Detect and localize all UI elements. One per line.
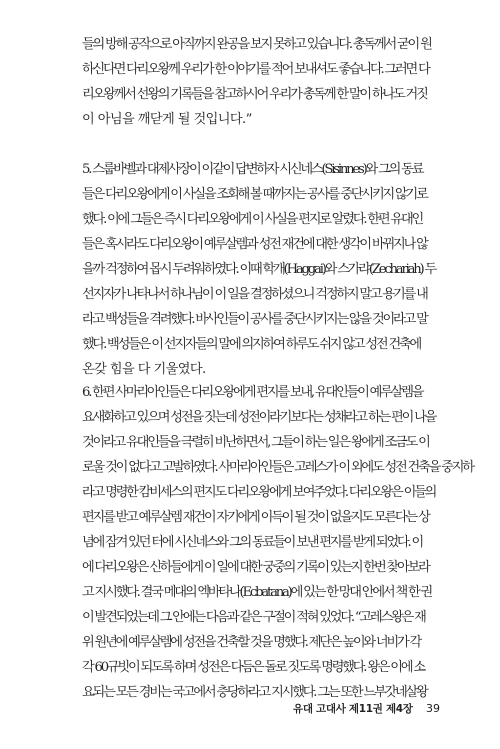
text-line: 라고 명령한 캄비세스의 편지도 다리오왕에게 보여주었다. 다리오왕은 이들의	[82, 485, 436, 500]
text-line: 요새화하고 있으며 성전을 짓는데 성전이라기보다는 성채라고 하는 편이 나을	[82, 410, 436, 425]
text-line: 위 원년에 예루살렘에 성전을 건축할 것을 명했다. 제단은 높이와 너비가 각	[82, 635, 421, 650]
text-line: 온갖 힘을 다 기울였다.	[82, 362, 206, 377]
text-line: 편지를 받고 예루살렘 재건이 자기에게 이득이 될 것이 없을지도 모른다는 상	[82, 510, 429, 525]
footer-volume: 제11권	[348, 703, 383, 715]
page-number: 39	[426, 702, 440, 715]
footer-chapter: 제4장	[385, 703, 413, 715]
footer-book-title: 유대 고대사	[292, 703, 346, 715]
text-line: 했다. 백성들은 이 선지자들의 말에 의지하여 하루도 쉬지 않고 성전 건축에	[82, 337, 421, 352]
text-line: 했다. 이에 그들은 즉시 다리오왕에게 이 사실을 편지로 알렸다. 한편 유대인	[82, 212, 423, 227]
page-footer	[293, 701, 440, 716]
text-line: 에 다리오왕은 신하들에게 이 일에 대한 궁중의 기록이 있는지 한번 찾아보라	[82, 560, 429, 575]
text-line: 들은 혹시라도 다리오왕이 예루살렘과 성전 재건에 대한 생각이 바뀌지나 않	[82, 237, 427, 252]
text-line: 로울 것이 없다고 고발하였다. 사마리아인들은 고레스가 이 외에도 성전 건축을 중지하	[82, 460, 473, 475]
text-line: 이 아님을 깨닫게 될 것입니다.”	[82, 112, 252, 127]
text-line: 리오왕께서 선왕의 기록들을 참고하시어 우리가 총독께 한 말이 하나도 거짓	[82, 87, 427, 102]
text-line: 5. 스룹바벨과 대제사장이 이같이 답변하자 시신네스(Sisinnes)와 그의 동료	[82, 162, 423, 177]
paragraph	[82, 380, 473, 705]
text-line: 고 지시했다. 결국 메대의 엑바타나(Ecbatana)에 있는 한 망대 안에서 책 한 권	[82, 585, 432, 600]
text-line: 들의 방해 공작으로 아직까지 완공을 보지 못하고 있습니다. 총독께서 굳이 원	[82, 37, 431, 52]
text-line: 각 60규빗이 되도록 하며 성전은 다듬은 돌로 짓도록 명령했다. 왕은 이에 소	[82, 660, 424, 675]
paragraph	[82, 157, 436, 382]
text-line: 이 발견되었는데 그 안에는 다음과 같은 구절이 적혀 있었다. “고레스왕은 재	[82, 610, 425, 625]
text-line: 념에 잠겨 있던 터에 시신네스와 그의 동료들이 보낸 편지를 받게 되었다. 이	[82, 535, 423, 550]
text-line: 6. 한편 사마리아인들은 다리오왕에게 편지를 보내, 유대인들이 예루살렘을	[82, 385, 423, 400]
text-line: 라고 백성들을 격려했다. 바사인들이 공사를 중단시키지는 않을 것이라고 말	[82, 312, 427, 327]
text-line: 선지자가 나타나서 하나님이 이 일을 결정하셨으니 걱정하지 말고 용기를 내	[82, 287, 427, 302]
paragraph	[82, 32, 431, 132]
text-line: 것이라고 유대인들을 극렬히 비난하면서, 그들이 하는 일은 왕에게 조금도 이	[82, 435, 429, 450]
text-line: 들은 다리오왕에게 이 사실을 조회해 볼 때까지는 공사를 중단시키지 않기로	[82, 187, 427, 202]
text-line: 하신다면 다리오왕께 우리가 한 이야기를 적어 보내셔도 좋습니다. 그러면 다	[82, 62, 429, 77]
text-line: 을까 걱정하여 몹시 두려워하였다. 이때 학개(Haggai)와 스가랴(Zechariah) 두	[82, 262, 436, 277]
text-line: 요되는 모든 경비는 국고에서 충당하라고 지시했다. 그는 또한 느부갓네살왕	[82, 685, 427, 700]
